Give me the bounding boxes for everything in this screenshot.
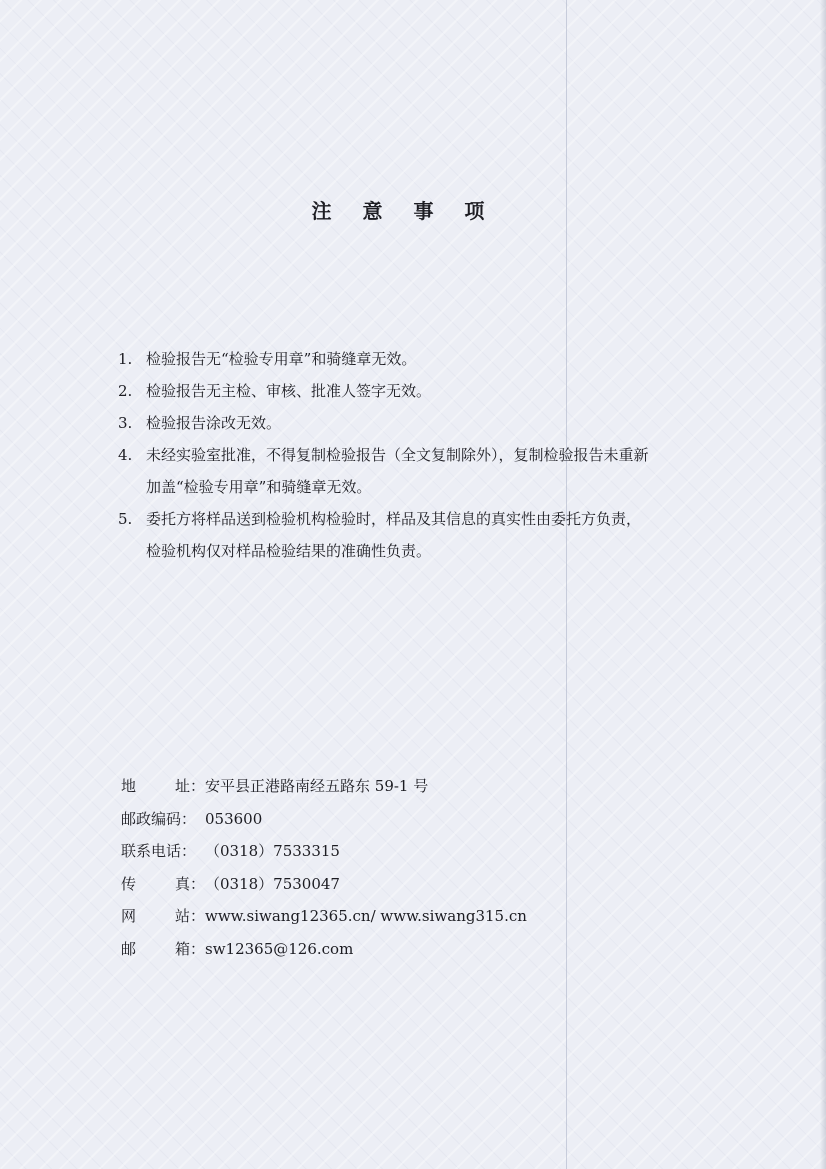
note-item	[118, 407, 738, 439]
note-item	[118, 343, 738, 375]
label-part: 传	[121, 874, 137, 893]
note-number: 1.	[118, 350, 133, 368]
note-text: 检验报告涂改无效。	[146, 414, 282, 432]
label-part: 真：	[174, 874, 205, 893]
contact-website	[121, 900, 721, 933]
label-part: 址：	[174, 777, 205, 795]
label-part: 地	[121, 777, 137, 795]
label-part: 网	[121, 907, 137, 926]
notes-list	[118, 343, 738, 567]
label-part: 邮政编码：	[121, 809, 197, 828]
note-text: 委托方将样品送到检验机构检验时，样品及其信息的真实性由委托方负责， 检验机构仅对样品检验结果的准确性负责。	[146, 510, 642, 560]
label-part: 邮	[121, 939, 137, 958]
contact-phone	[121, 835, 721, 868]
note-number: 4.	[118, 446, 133, 464]
note-number: 2.	[118, 382, 133, 400]
note-text: 未经实验室批准，不得复制检验报告（全文复制除外），复制检验报告未重新 加盖“检验专用章”和骑缝章无效。	[146, 446, 649, 496]
contact-label	[121, 900, 205, 933]
contact-label	[121, 770, 205, 803]
label-part: 联系电话：	[121, 842, 197, 861]
page-title: 注 意 事 项	[311, 199, 497, 223]
note-text: 检验报告无“检验专用章”和骑缝章无效。	[146, 350, 417, 368]
note-text: 检验报告无主检、审核、批准人签字无效。	[146, 382, 432, 400]
contact-label	[121, 868, 205, 901]
contact-label	[121, 803, 205, 836]
contact-postcode	[121, 803, 721, 836]
note-number: 3.	[118, 414, 133, 432]
contact-value: sw12365@126.com	[205, 939, 354, 958]
note-item	[118, 375, 738, 407]
contact-value: 安平县正港路南经五路东 59-1 号	[205, 777, 429, 795]
page-edge-shadow	[820, 0, 826, 1169]
contact-value: （0318）7530047	[205, 874, 340, 893]
note-item	[118, 503, 738, 567]
contact-address	[121, 770, 721, 803]
contact-info	[121, 770, 721, 966]
label-part: 站：	[174, 907, 205, 926]
contact-fax	[121, 868, 721, 901]
contact-value: www.siwang12365.cn/ www.siwang315.cn	[205, 907, 527, 926]
contact-email	[121, 933, 721, 966]
contact-label	[121, 933, 205, 966]
contact-value: （0318）7533315	[205, 842, 340, 861]
note-number: 5.	[118, 510, 133, 528]
note-item	[118, 439, 738, 503]
contact-value: 053600	[205, 809, 263, 828]
label-part: 箱：	[174, 939, 205, 958]
fold-line	[566, 0, 567, 1169]
contact-label	[121, 835, 205, 868]
